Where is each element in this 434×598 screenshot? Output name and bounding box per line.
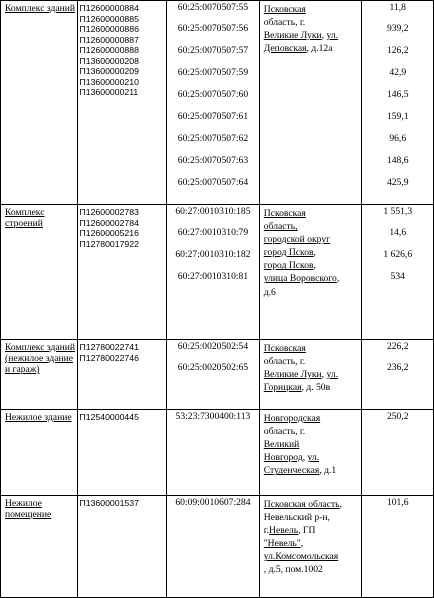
address-street: Студенческая bbox=[263, 465, 320, 477]
address-line: Псковская bbox=[263, 343, 306, 354]
object-type: Нежилое помещение bbox=[5, 498, 52, 520]
address-separator: , bbox=[321, 30, 327, 42]
area-value: 534 bbox=[390, 271, 405, 282]
cadastral-number: 60:25:0020502:54 bbox=[177, 341, 249, 352]
area-value: 11,8 bbox=[389, 2, 406, 13]
cadastral-cell bbox=[167, 205, 260, 340]
object-type: Комплекс зданий bbox=[5, 3, 76, 14]
area-value: 250,2 bbox=[386, 411, 409, 422]
object-code: П13600000209 bbox=[79, 66, 139, 76]
object-type: Комплекс строений bbox=[5, 207, 45, 229]
address-house: , д.12а bbox=[306, 43, 333, 55]
address-city: Великие Луки bbox=[263, 369, 322, 381]
object-code: П12540000445 bbox=[79, 412, 139, 422]
area-value: 14,6 bbox=[389, 227, 407, 238]
area-value: 1 551,3 bbox=[383, 206, 413, 217]
address-separator: , bbox=[313, 260, 316, 272]
address-cell bbox=[259, 205, 362, 340]
object-code: П12600000884 bbox=[79, 3, 139, 13]
address-line: Великий bbox=[263, 439, 300, 451]
cadastral-number: 60:27:0010310:182 bbox=[175, 249, 251, 260]
codes-cell bbox=[77, 410, 167, 496]
area-value: 42,9 bbox=[389, 67, 407, 78]
object-type-cell bbox=[1, 205, 78, 340]
area-value: 159,1 bbox=[386, 111, 409, 122]
object-type: Комплекс зданий (нежилое здание и гараж) bbox=[5, 342, 76, 375]
area-value: 101,6 bbox=[386, 497, 409, 508]
address-separator: , bbox=[300, 538, 304, 550]
table-row bbox=[1, 340, 434, 410]
address-separator: , bbox=[321, 369, 327, 381]
area-cell bbox=[362, 340, 434, 410]
address-city: Новгород bbox=[263, 452, 303, 464]
object-type-cell bbox=[1, 410, 78, 496]
address bbox=[260, 1, 362, 55]
address-cell bbox=[259, 496, 362, 598]
object-code: П12780017922 bbox=[79, 238, 139, 249]
address-street: ул.Комсомольская bbox=[263, 551, 339, 563]
cadastral-number: 60:25:0070507:56 bbox=[177, 23, 249, 34]
address-house: , д.1 bbox=[319, 465, 337, 477]
object-code: П12600002783 bbox=[79, 207, 139, 217]
cadastral-number: 60:25:0020502:65 bbox=[177, 362, 249, 373]
address bbox=[260, 496, 362, 577]
cadastral-cell bbox=[167, 496, 260, 598]
area-value: 148,6 bbox=[386, 155, 409, 166]
area-value: 146,5 bbox=[386, 89, 409, 100]
cadastral-number: 60:25:0070507:59 bbox=[177, 67, 249, 78]
codes-cell bbox=[77, 340, 167, 410]
cadastral-number: 60:25:0070507:63 bbox=[177, 155, 249, 166]
area-value: 236,2 bbox=[386, 362, 409, 373]
address-line: Псковская область bbox=[263, 499, 340, 510]
object-codes bbox=[78, 496, 167, 509]
object-code: П12600002784 bbox=[79, 217, 139, 228]
table-row bbox=[1, 205, 434, 340]
object-code: П12600000888 bbox=[79, 45, 139, 55]
address-line: область, bbox=[263, 221, 298, 233]
address-separator: , bbox=[336, 273, 340, 285]
object-type-cell bbox=[1, 340, 78, 410]
cadastral-number: 53:23:7300400:113 bbox=[175, 411, 251, 422]
cadastral-number: 60:09:0010607:284 bbox=[175, 497, 251, 508]
cadastral-cell bbox=[167, 1, 260, 205]
cadastral-number: 60:27:0010310:79 bbox=[177, 227, 249, 238]
area-value: 425,9 bbox=[386, 177, 409, 188]
address bbox=[260, 340, 362, 394]
address-line: город Псков bbox=[263, 260, 314, 272]
table-row bbox=[1, 496, 434, 598]
address-line: "Невель" bbox=[263, 538, 301, 550]
object-type-cell bbox=[1, 1, 78, 205]
area-value: 226,2 bbox=[386, 341, 409, 352]
address-line: , ГП bbox=[298, 525, 316, 537]
cadastral-number: 60:25:0070507:55 bbox=[177, 2, 249, 13]
address-street-prefix: ул. bbox=[326, 369, 339, 381]
codes-cell bbox=[77, 1, 167, 205]
object-code: П12600000886 bbox=[79, 24, 139, 34]
address-street-prefix: ул. bbox=[307, 452, 320, 464]
address-city: Невель bbox=[269, 525, 299, 537]
object-code: П13600001537 bbox=[79, 498, 139, 508]
codes-cell bbox=[77, 205, 167, 340]
cadastral-number: 60:25:0070507:62 bbox=[177, 133, 249, 144]
cadastral-number: 60:25:0070507:57 bbox=[177, 45, 249, 56]
area-value: 96,6 bbox=[389, 133, 407, 144]
address-street-prefix: ул. bbox=[326, 30, 339, 42]
object-codes bbox=[78, 410, 167, 423]
address-separator: , bbox=[302, 452, 308, 464]
object-code: П13600000210 bbox=[79, 76, 139, 87]
codes-cell bbox=[77, 496, 167, 598]
address-separator: , bbox=[339, 499, 342, 510]
area-value: 126,2 bbox=[386, 45, 409, 56]
area-cell bbox=[362, 410, 434, 496]
address bbox=[260, 410, 362, 477]
table-row bbox=[1, 1, 434, 205]
address-line: Невельский р-н, bbox=[263, 512, 330, 524]
object-codes bbox=[78, 340, 167, 363]
cadastral-number: 60:27:0010310:81 bbox=[177, 271, 249, 282]
cadastral-cell bbox=[167, 410, 260, 496]
object-code: П12600000885 bbox=[79, 13, 139, 24]
address-cell bbox=[259, 340, 362, 410]
object-code: П13600000208 bbox=[79, 55, 139, 66]
object-code: П12600000887 bbox=[79, 34, 139, 45]
address-separator: , bbox=[313, 247, 316, 259]
object-codes bbox=[78, 1, 167, 98]
address-line: Псковская bbox=[263, 4, 306, 15]
address-street: Горицкая bbox=[263, 382, 302, 394]
object-code: П13600000211 bbox=[79, 87, 139, 97]
address-house: , д. 50в bbox=[301, 382, 331, 394]
address-cell bbox=[259, 1, 362, 205]
area-cell bbox=[362, 1, 434, 205]
address-line: Новгородская bbox=[263, 413, 321, 424]
cadastral-number: 60:25:0070507:64 bbox=[177, 177, 249, 188]
address-street: Деповская bbox=[263, 43, 307, 55]
address-cell bbox=[259, 410, 362, 496]
cadastral-number: 60:27:0010310:185 bbox=[175, 206, 251, 217]
address-street: улица Воровского bbox=[263, 273, 337, 285]
cadastral-number: 60:25:0070507:61 bbox=[177, 111, 249, 122]
cadastral-cell bbox=[167, 340, 260, 410]
object-code: П12780022746 bbox=[79, 352, 139, 363]
object-code: П12780022741 bbox=[79, 342, 139, 352]
area-cell bbox=[362, 496, 434, 598]
address-house: д.6 bbox=[263, 286, 276, 298]
area-value: 1 626,6 bbox=[383, 249, 413, 260]
address-line: область, г. bbox=[263, 426, 306, 438]
address-line: город Псков bbox=[263, 247, 314, 259]
address-line: Псковская bbox=[263, 208, 306, 219]
object-code: П12600005216 bbox=[79, 228, 139, 238]
cadastral-number: 60:25:0070507:60 bbox=[177, 89, 249, 100]
area-cell bbox=[362, 205, 434, 340]
address-line: г. bbox=[263, 525, 270, 537]
area-value: 939,2 bbox=[386, 23, 409, 34]
address bbox=[260, 205, 362, 299]
object-codes bbox=[78, 205, 167, 249]
table-row bbox=[1, 410, 434, 496]
address-line: городской округ bbox=[263, 234, 331, 246]
address-city: Великие Луки bbox=[263, 30, 322, 42]
address-line: область, г. bbox=[263, 17, 306, 29]
object-type: Нежилое здание bbox=[5, 412, 72, 423]
object-type-cell bbox=[1, 496, 78, 598]
address-line: область, г. bbox=[263, 356, 306, 368]
address-house: , д.5, пом.1002 bbox=[263, 564, 323, 576]
